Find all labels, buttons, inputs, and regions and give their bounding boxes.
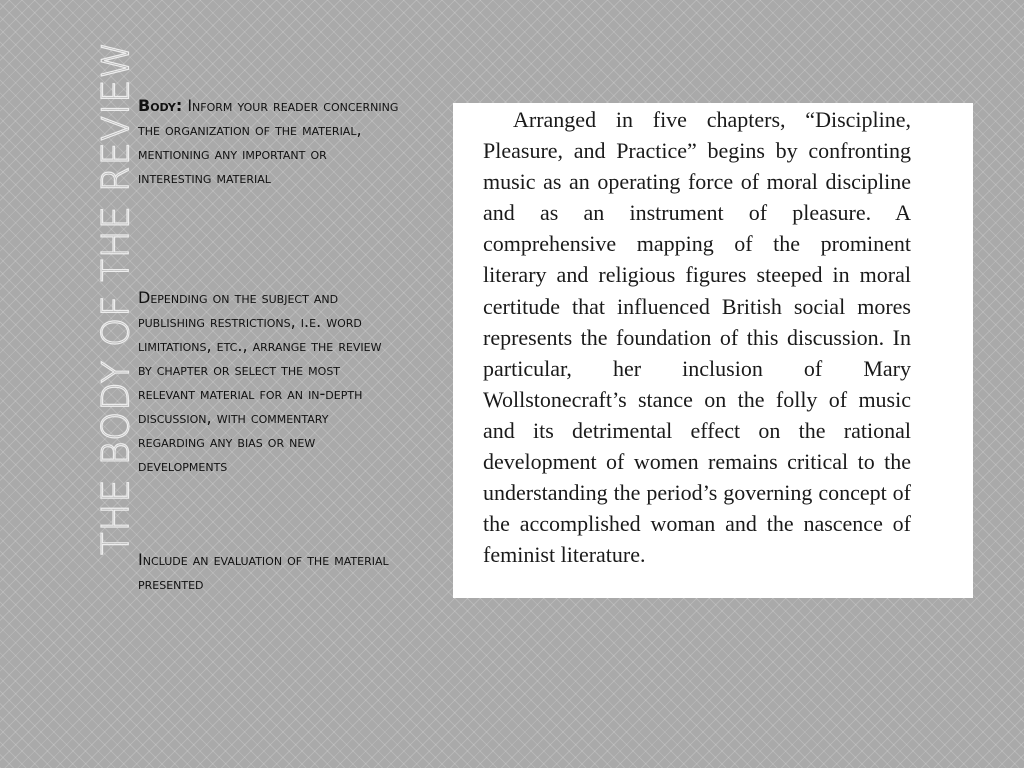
- body-paragraph-evaluation: Include an evaluation of the material presented: [138, 550, 389, 593]
- slide-title: THE BODY OF THE REVIEW: [94, 40, 138, 556]
- body-lead-label: Body:: [138, 96, 183, 115]
- body-paragraph-arrangement: Depending on the subject and publishing restrictions, i.e. word limitations, etc., arrange the review by chapter or select the most relevant material for an in-depth discussion, with commentary regarding any bias or new developments: [138, 288, 382, 475]
- review-excerpt-image: Arranged in five chapters, “Discipline, Pleasure, and Practice” begins by confronting music as an operating force of moral discipline and as an instrument of pleasure. A comprehensive mapping of the prominent literary and religious figures steeped in moral certitude that influenced British social mores represents the foundation of this discussion. In particular, her inclusion of Mary Wollstonecraft’s stance on the folly of music and its detrimental effect on the rational development of women remains critical to the understanding the period’s governing concept of the accomplished woman and the nascence of feminist literature.: [453, 103, 973, 598]
- body-intro-text: Inform your reader concerning the organization of the material, mentioning any important or interesting material: [138, 96, 399, 187]
- body-paragraph-intro: [138, 94, 400, 190]
